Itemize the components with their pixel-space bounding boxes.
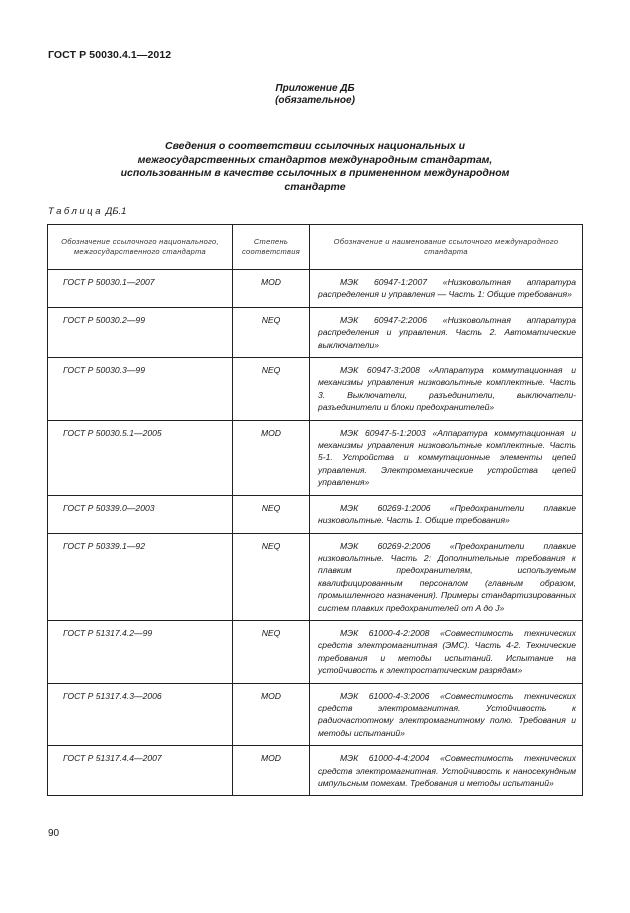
annex-title: Приложение ДБ: [275, 83, 355, 94]
header-national-standard: Обозначение ссылочного национального, межгосударственного стандарта: [48, 225, 233, 270]
annex-subtitle: (обязательное): [275, 95, 355, 106]
section-heading: Сведения о соответствии ссылочных национальных и межгосударственных стандартов международным стандартам, использованным в качестве ссылочных в примененном международном стандарте: [120, 140, 510, 193]
table-row: [48, 420, 583, 495]
degree-cell: MOD: [233, 420, 310, 495]
table-row: [48, 746, 583, 796]
table-row: [48, 620, 583, 683]
national-standard-cell: ГОСТ Р 50339.0—2003: [48, 495, 233, 533]
international-standard-cell: МЭК 61000-4-4:2004 «Совместимость технических средств электромагнитная. Устойчивость к наносекундным импульсным помехам. Требования и методы испытаний»: [310, 746, 583, 796]
document-header: ГОСТ Р 50030.4.1—2012: [48, 49, 172, 61]
table-row: [48, 495, 583, 533]
international-standard-cell: МЭК 60947-3:2008 «Аппаратура коммутационная и механизмы управления низковольтные комплектные. Часть 3. Выключатели, разъединители, выключатели-разъединители и блоки предохранителей»: [310, 358, 583, 421]
degree-cell: MOD: [233, 270, 310, 308]
international-standard-cell: МЭК 61000-4-3:2006 «Совместимость технических средств электромагнитная. Устойчивость к радиочастотному электромагнитному полю. Требования и методы испытаний»: [310, 683, 583, 746]
table-row: [48, 270, 583, 308]
table-row: [48, 358, 583, 421]
national-standard-cell: ГОСТ Р 50030.1—2007: [48, 270, 233, 308]
table-caption-number: ДБ.1: [105, 206, 127, 217]
national-standard-cell: ГОСТ Р 51317.4.4—2007: [48, 746, 233, 796]
degree-cell: NEQ: [233, 620, 310, 683]
international-standard-cell: МЭК 60269-1:2006 «Предохранители плавкие низковольтные. Часть 1. Общие требования»: [310, 495, 583, 533]
degree-cell: MOD: [233, 683, 310, 746]
degree-cell: NEQ: [233, 307, 310, 357]
international-standard-cell: МЭК 60269-2:2006 «Предохранители плавкие низковольтные. Часть 2: Дополнительные требования к плавким предохранителям, используемым квалифицированным персоналом (главным образом, промышленного назначения). Примеры стандартизированных систем плавких предохранителей от A до J»: [310, 533, 583, 620]
international-standard-cell: МЭК 60947-5-1:2003 «Аппаратура коммутационная и механизмы управления низковольтные комплектные. Часть 5-1. Устройства и коммутационные элементы цепей управления. Электромеханические устройства цепей управления»: [310, 420, 583, 495]
national-standard-cell: ГОСТ Р 51317.4.2—99: [48, 620, 233, 683]
page-number: 90: [48, 828, 60, 839]
national-standard-cell: ГОСТ Р 50030.5.1—2005: [48, 420, 233, 495]
header-degree: Степень соответствия: [233, 225, 310, 270]
national-standard-cell: ГОСТ Р 50339.1—92: [48, 533, 233, 620]
header-international-standard: Обозначение и наименование ссылочного международного стандарта: [310, 225, 583, 270]
international-standard-cell: МЭК 60947-2:2006 «Низковольтная аппаратура распределения и управления. Часть 2. Автоматические выключатели»: [310, 307, 583, 357]
national-standard-cell: ГОСТ Р 50030.2—99: [48, 307, 233, 357]
table-caption-word: Таблица: [48, 206, 103, 217]
degree-cell: NEQ: [233, 358, 310, 421]
degree-cell: NEQ: [233, 533, 310, 620]
degree-cell: NEQ: [233, 495, 310, 533]
table-caption: [48, 206, 126, 217]
international-standard-cell: МЭК 60947-1:2007 «Низковольтная аппаратура распределения и управления — Часть 1: Общие требования»: [310, 270, 583, 308]
table-row: [48, 533, 583, 620]
national-standard-cell: ГОСТ Р 51317.4.3—2006: [48, 683, 233, 746]
international-standard-cell: МЭК 61000-4-2:2008 «Совместимость технических средств электромагнитная (ЭМС). Часть 4-2. Технические требования и методы испытаний. Испытание на устойчивость к электростатическим разрядам»: [310, 620, 583, 683]
correspondence-table: [47, 224, 583, 796]
degree-cell: MOD: [233, 746, 310, 796]
table-row: [48, 683, 583, 746]
table-header-row: [48, 225, 583, 270]
national-standard-cell: ГОСТ Р 50030.3—99: [48, 358, 233, 421]
table-row: [48, 307, 583, 357]
